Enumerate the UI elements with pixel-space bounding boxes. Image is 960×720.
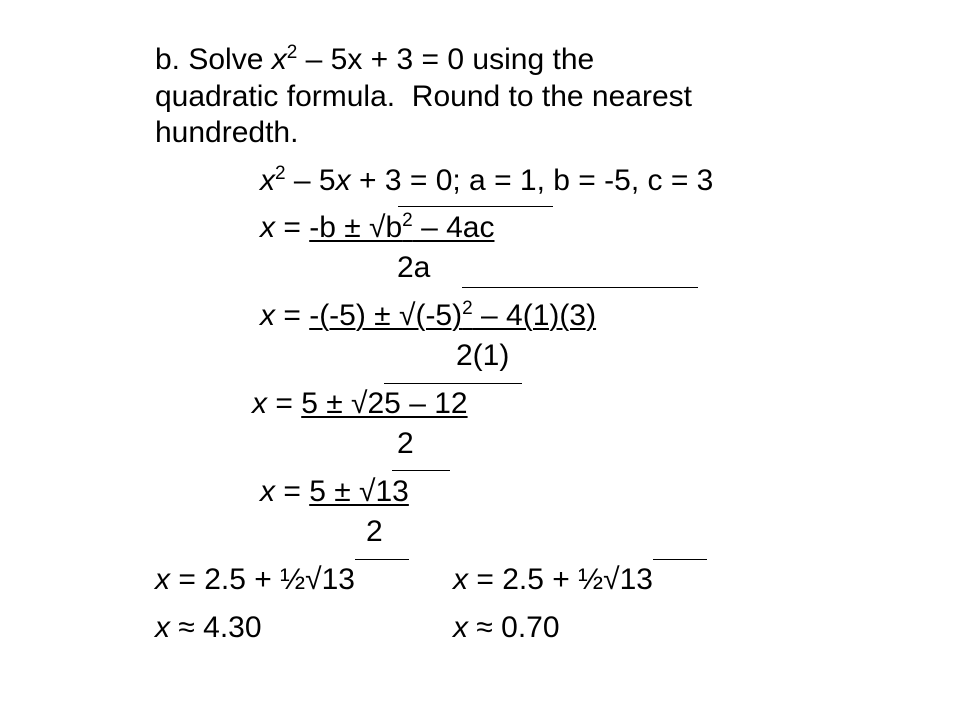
exponent: 2 [462, 298, 473, 319]
variable-x: x [335, 164, 351, 197]
numerator-part: – 4(1)(3) [472, 299, 597, 332]
variable-x: x [453, 563, 468, 596]
exponent: 2 [402, 210, 413, 231]
solution-right-approx [453, 613, 560, 643]
simplified-numerator: 5 ± √25 – 12 [301, 387, 468, 420]
exponent: 2 [275, 163, 286, 184]
radical-bar [462, 287, 698, 288]
reduced-denominator: 2 [366, 515, 383, 548]
exponent: 2 [286, 42, 298, 63]
variable-x: x [271, 43, 287, 76]
problem-line-1 [155, 42, 595, 76]
problem-prefix: b. Solve [155, 43, 272, 76]
variable-x: x [260, 164, 275, 197]
variable-x: x [260, 211, 275, 244]
radical-bar [384, 383, 522, 384]
formula-numerator [309, 211, 494, 244]
equals-sign: = [275, 211, 310, 244]
problem-line-3: hundredth. [155, 116, 299, 149]
reduced-line [260, 477, 409, 507]
variable-x: x [252, 387, 267, 420]
radical-bar [355, 559, 409, 560]
variable-x: x [155, 563, 170, 596]
radical-bar [653, 559, 707, 560]
equation-part: – 5 [285, 164, 336, 197]
problem-line-2: quadratic formula. Round to the nearest [155, 80, 692, 113]
variable-x: x [453, 611, 468, 644]
equals-sign: = [275, 475, 310, 508]
solution-left-expression [155, 565, 355, 595]
approx-value: ≈ 4.30 [170, 611, 262, 644]
substituted-numerator [309, 299, 596, 332]
solution-right-expression [453, 565, 653, 595]
coefficients-text: + 3 = 0; a = 1, b = -5, c = 3 [350, 164, 714, 197]
variable-x: x [260, 475, 275, 508]
numerator-part: – 4ac [412, 211, 495, 244]
solution-left-approx [155, 613, 262, 643]
problem-equation-text: – 5x + 3 = 0 using the [297, 43, 595, 76]
numerator-part: -b ± √b [309, 211, 403, 244]
equation-coefficients [260, 163, 714, 197]
variable-x: x [260, 299, 275, 332]
solution-expression: = 2.5 + ½√13 [170, 563, 355, 596]
simplified-line [252, 389, 468, 419]
formula-line [260, 210, 495, 244]
formula-denominator: 2a [397, 251, 431, 284]
variable-x: x [155, 611, 170, 644]
substituted-line [260, 298, 597, 332]
equals-sign: = [275, 299, 310, 332]
solution-expression: = 2.5 + ½√13 [468, 563, 653, 596]
numerator-part: -(-5) ± √(-5) [309, 299, 463, 332]
approx-value: ≈ 0.70 [468, 611, 560, 644]
substituted-denominator: 2(1) [456, 339, 510, 372]
radical-bar [392, 470, 450, 471]
equals-sign: = [267, 387, 302, 420]
radical-bar [398, 206, 553, 207]
reduced-numerator: 5 ± √13 [309, 475, 409, 508]
simplified-denominator: 2 [397, 427, 414, 460]
